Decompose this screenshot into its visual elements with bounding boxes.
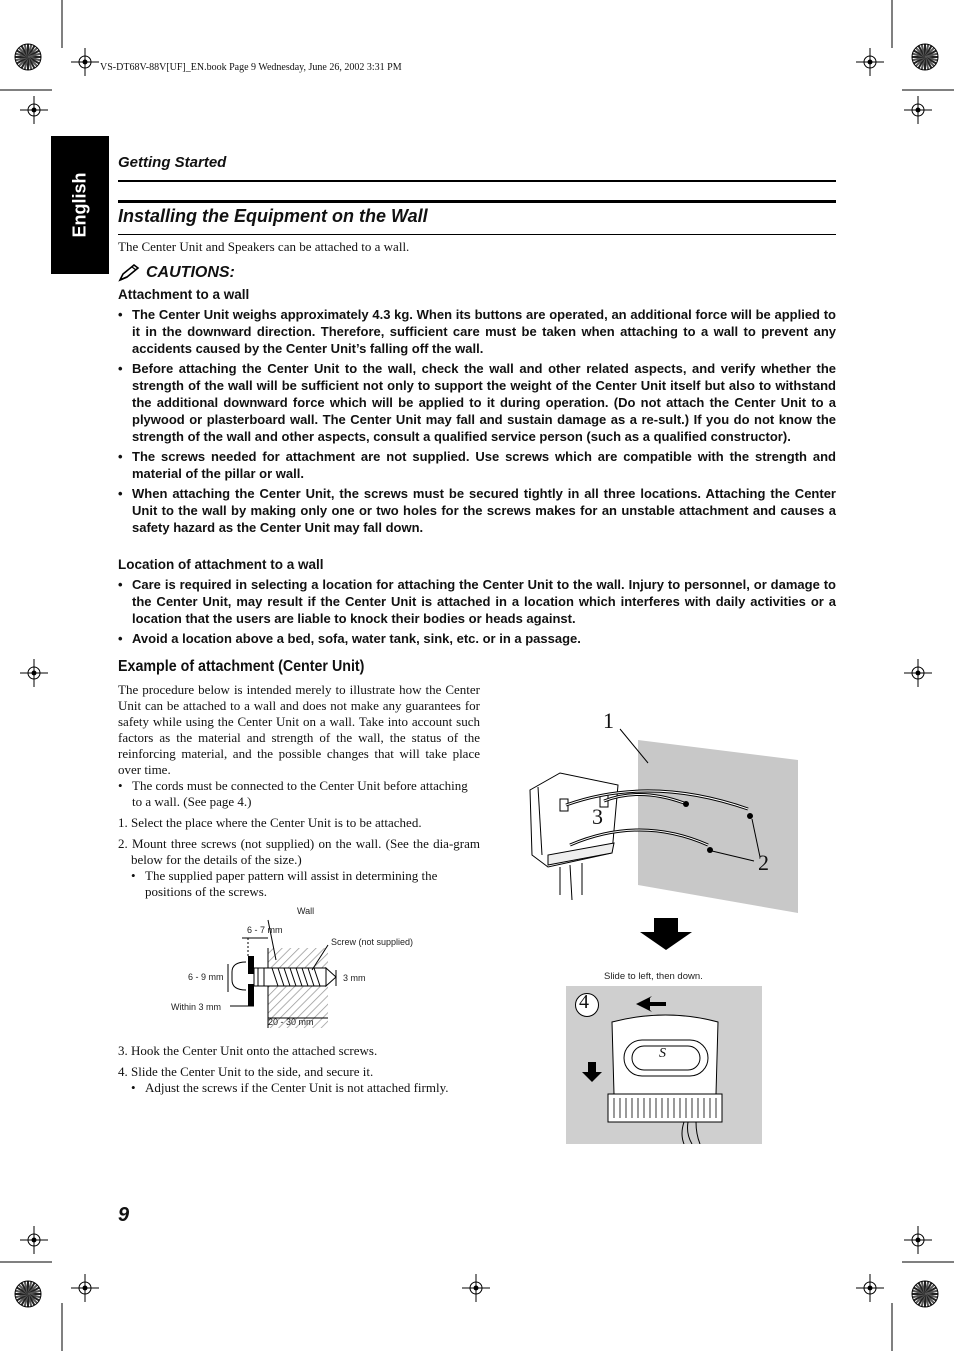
registration-mark [904, 96, 932, 124]
wall-section [268, 948, 328, 1028]
screw-diagram [160, 900, 460, 1035]
callout-1: 1 [603, 708, 614, 733]
section-rule [118, 180, 836, 182]
location-heading: Location of attachment to a wall [118, 557, 324, 572]
example-steps-top [118, 778, 480, 900]
intro-text: The Center Unit and Speakers can be attached to a wall. [118, 239, 410, 254]
language-tab [51, 136, 109, 274]
registration-mark [856, 48, 884, 76]
label-length: 20 - 30 mm [268, 1017, 314, 1027]
language-tab-label: English [69, 172, 90, 238]
location-cautions-list [118, 576, 836, 650]
step-3: 3. Hook the Center Unit onto the attached screws. [118, 1043, 378, 1058]
registration-mark [904, 1226, 932, 1254]
slide-caption: Slide to left, then down. [604, 971, 703, 982]
registration-mark [20, 1226, 48, 1254]
page-title: Installing the Equipment on the Wall [118, 206, 428, 226]
down-arrow-icon [640, 918, 692, 952]
registration-mark [462, 1274, 490, 1302]
step-2: 2. Mount three screws (not supplied) on the wall. (See the dia-gram below for the details of the size.) [118, 836, 480, 867]
unit-hook [232, 962, 246, 990]
registration-mark [20, 96, 48, 124]
label-shaft: 3 mm [343, 973, 366, 983]
callout-2: 2 [758, 850, 769, 875]
section-label: Getting Started [118, 154, 227, 171]
caution-item: • Before attaching the Center Unit to the wall, check the wall and other related aspects, and verify whether the strength of the wall will be sufficient not only to support the weight of the Center Unit itself but also to withstand the additional downward force which will be applied to it during operation. (Do not attach the Center Unit to a plywood or plasterboard wall. The Center Unit may fall and sustain damage as a re-sult.) If you do not know the strength of the wall and other aspects, consult a qualified service person (such as a qualified constructor). [118, 360, 836, 445]
caution-item: • Care is required in selecting a location for attaching the Center Unit to the wall. Injury to personnel, or damage to the Center Unit, may result if the Center Unit is attached in a location which interferes with daily activities or a location that the users are liable to knock their bodies or heads against. [118, 576, 836, 627]
label-head-diameter: 6 - 9 mm [188, 972, 224, 982]
cautions-label: CAUTIONS: [146, 264, 235, 281]
color-target-mark [912, 44, 938, 70]
unit-base [608, 1094, 722, 1122]
label-gap: Within 3 mm [171, 1002, 222, 1012]
callout-4: 4 [579, 991, 589, 1013]
title-rule-bottom [118, 234, 836, 235]
label-head-depth: 6 - 7 mm [247, 925, 283, 935]
cautions-heading [118, 264, 235, 282]
color-target-mark [15, 44, 41, 70]
caution-item: • When attaching the Center Unit, the screws must be secured tightly in all three locations. Attaching the Center Unit to the wall by making only one or two holes for the screws makes for an unstable attachment and causes a safety hazard as the Center Unit may fall down. [118, 485, 836, 536]
caution-pencil-icon [118, 264, 142, 282]
attachment-cautions-list [118, 306, 836, 539]
step-4-sub-text: Adjust the screws if the Center Unit is not attached firmly. [145, 1080, 449, 1095]
screw-point [707, 847, 713, 853]
screw-point [683, 801, 689, 807]
registration-mark [71, 48, 99, 76]
page-number: 9 [118, 1204, 130, 1226]
step-4-sub: • Adjust the screws if the Center Unit is not attached firmly. [131, 1080, 449, 1095]
step-4: 4. Slide the Center Unit to the side, and secure it. [118, 1064, 374, 1079]
label-screw: Screw (not supplied) [331, 937, 414, 947]
caution-item: • The Center Unit weighs approximately 4.3 kg. When its buttons are operated, an additional force will be applied to it in the downward direction. Therefore, sufficient care must be taken when attaching to a wall to prevent any accidents caused by the Center Unit’s falling off the wall. [118, 306, 836, 357]
caution-item: • The screws needed for attachment are not supplied. Use screws which are compatible with the strength and material of the pillar or wall. [118, 448, 836, 482]
file-header: VS-DT68V-88V[UF]_EN.book Page 9 Wednesday, June 26, 2002 3:31 PM [100, 62, 402, 73]
callout-3: 3 [592, 804, 603, 829]
example-paragraph: The procedure below is intended merely to illustrate how the Center Unit can be attached to a wall and does not make any guarantees for safety while using the Center Unit on a wall. Take into account such factors as the material and strength of the wall, the status of the reinforcing material, and the possible changes that will take place over time. [118, 682, 480, 777]
wall-mount-illustration [520, 705, 810, 920]
wall-panel [638, 740, 798, 913]
step-2-sub: • The supplied paper pattern will assist in determining the positions of the screws. [131, 868, 438, 899]
color-target-mark [15, 1281, 41, 1307]
color-target-mark [912, 1281, 938, 1307]
screw-tip [326, 968, 336, 986]
cords [560, 863, 582, 900]
example-steps-bottom [118, 1043, 480, 1096]
attachment-heading: Attachment to a wall [118, 287, 250, 302]
title-rule-top [118, 200, 836, 203]
step-2-sub-text: The supplied paper pattern will assist in determining the positions of the screws. [145, 868, 438, 899]
registration-mark [71, 1274, 99, 1302]
note-text: The cords must be connected to the Center Unit before attaching to a wall. (See page 4.) [132, 778, 468, 809]
note-item: • The cords must be connected to the Center Unit before attaching to a wall. (See page 4.) [118, 778, 468, 809]
registration-mark [856, 1274, 884, 1302]
unit-badge: S [659, 1046, 666, 1061]
screw-head [248, 956, 254, 974]
registration-mark [904, 659, 932, 687]
screw-head-lower [248, 984, 254, 1006]
registration-mark [20, 659, 48, 687]
caution-item: • Avoid a location above a bed, sofa, water tank, sink, etc. or in a passage. [118, 630, 836, 647]
example-heading: Example of attachment (Center Unit) [118, 658, 365, 675]
label-wall: Wall [297, 906, 315, 916]
step-1: 1. Select the place where the Center Unit is to be attached. [118, 815, 422, 830]
screw-point [747, 813, 753, 819]
